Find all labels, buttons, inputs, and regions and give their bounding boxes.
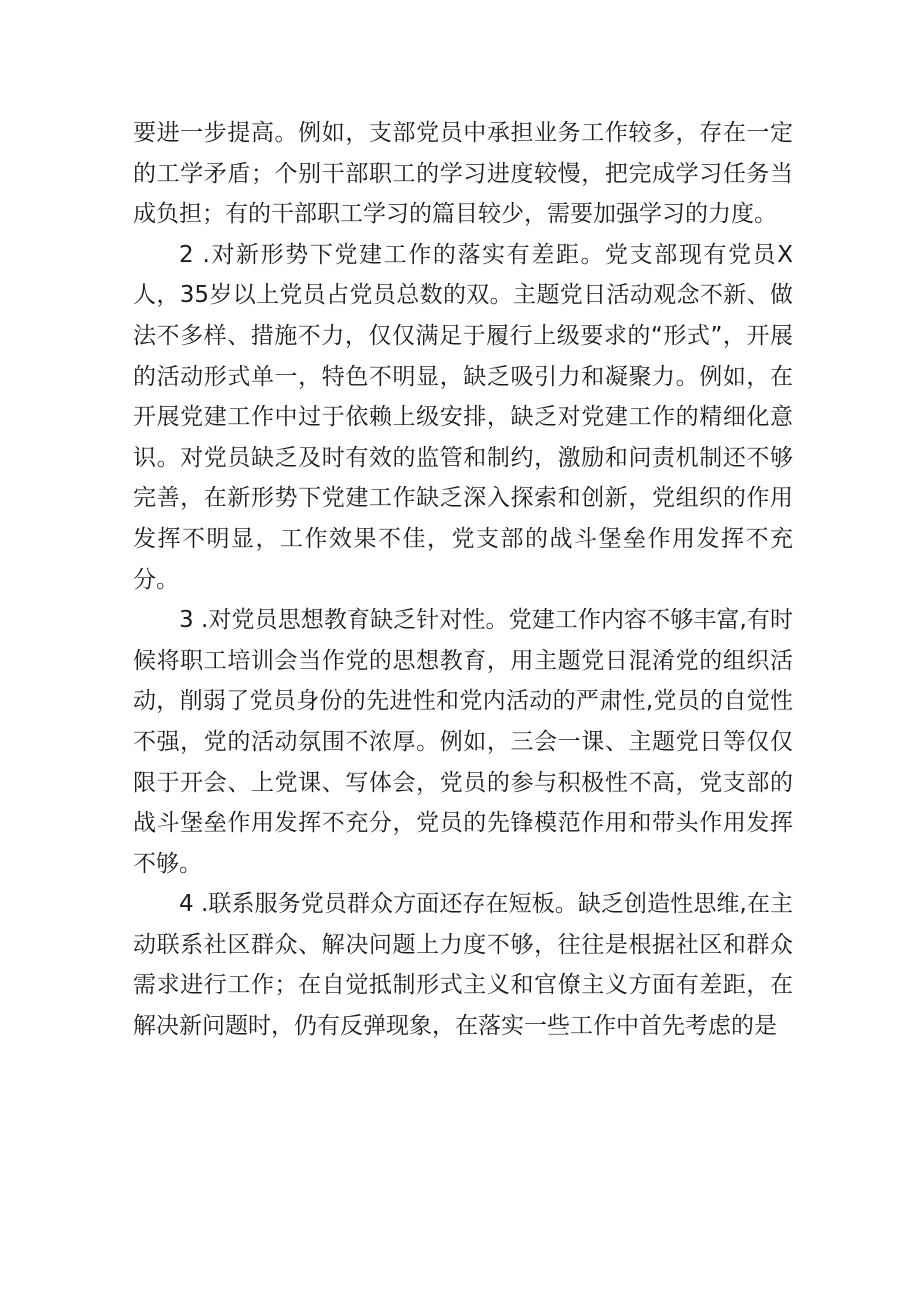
paragraph-item-3: 3 .对党员思想教育缺乏针对性。党建工作内容不够丰富,有时候将职工培训会当作党的思想教育，用主题党日混淆党的组织活动，削弱了党员身份的先进性和党内活动的严肃性,党员的自觉性不强，党的活动氛围不浓厚。例如，三会一课、主题党日等仅仅限于开会、上党课、写体会，党员的参与积极性不高，党支部的战斗堡垒作用发挥不充分，党员的先锋模范作用和带头作用发挥不够。 bbox=[133, 607, 793, 877]
paragraph-continuation: 要进一步提高。例如，支部党员中承担业务工作较多，存在一定的工学矛盾；个别干部职工的学习进度较慢，把完成学习任务当成负担；有的干部职工学习的篇目较少，需要加强学习的力度。 bbox=[133, 120, 793, 228]
paragraph-item-2: 2 .对新形势下党建工作的落实有差距。党支部现有党员X人，35岁以上党员占党员总数的双。主题党日活动观念不新、做法不多样、措施不力，仅仅满足于履行上级要求的“形式”，开展的活动形式单一，特色不明显，缺乏吸引力和凝聚力。例如，在开展党建工作中过于依赖上级安排，缺乏对党建工作的精细化意识。对党员缺乏及时有效的监管和制约，激励和问责机制还不够完善，在新形势下党建工作缺乏深入探索和创新，党组织的作用发挥不明显，工作效果不佳，党支部的战斗堡垒作用发挥不充分。 bbox=[133, 241, 793, 593]
paragraph-item-4: 4 .联系服务党员群众方面还存在短板。缺乏创造性思维,在主动联系社区群众、解决问题上力度不够，往往是根据社区和群众需求进行工作；在自觉抵制形式主义和官僚主义方面有差距，在解决新问题时，仍有反弹现象，在落实一些工作中首先考虑的是 bbox=[133, 891, 793, 1040]
document-body bbox=[133, 113, 793, 1047]
